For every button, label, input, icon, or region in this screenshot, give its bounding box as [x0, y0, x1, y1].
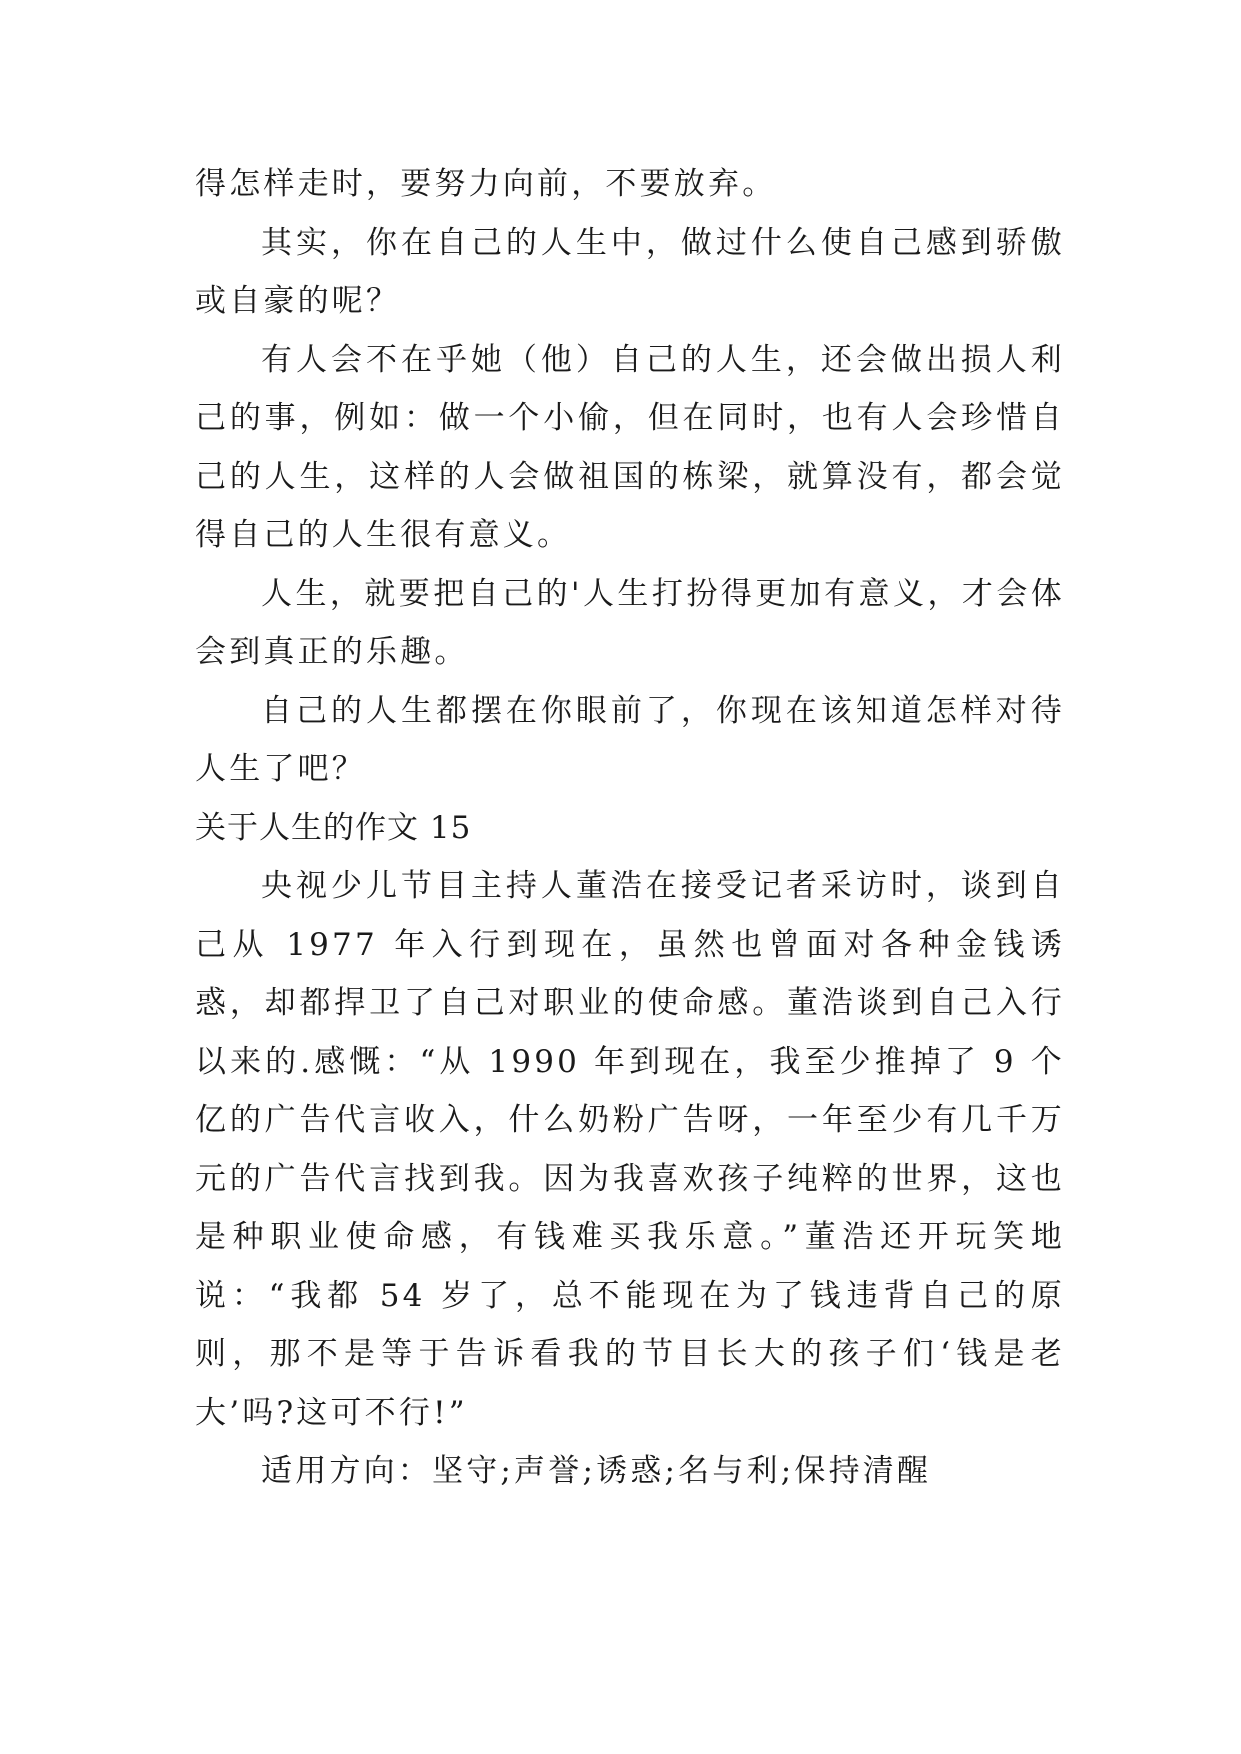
paragraph: 得怎样走时，要努力向前，不要放弃。 — [195, 166, 777, 202]
paragraph: 自己的人生都摆在你眼前了，你现在该知道怎样对待人生了吧？ — [195, 692, 1065, 787]
document-body — [195, 155, 1065, 1501]
paragraph: 央视少儿节目主持人董浩在接受记者采访时，谈到自己从 1977 年入行到现在，虽然也曾面对各种金钱诱惑，却都捍卫了自己对职业的使命感。董浩谈到自己入行以来的.感慨：“从 1990 年到现在，我至少推掉了 9 个亿的广告代言收入，什么奶粉广告呀，一年至少有几千万元的广告代言找到我。因为我喜欢孩子纯粹的世界，这也是种职业使命感，有钱难买我乐意。”董浩还开玩笑地说：“我都 54 岁了，总不能现在为了钱违背自己的原则，那不是等于告诉看我的节目长大的孩子们‘钱是老大’吗?这可不行!” — [195, 868, 1065, 1431]
paragraph: 其实，你在自己的人生中，做过什么使自己感到骄傲或自豪的呢？ — [195, 224, 1065, 319]
paragraph: 有人会不在乎她（他）自己的人生，还会做出损人利己的事，例如：做一个小偷，但在同时，也有人会珍惜自己的人生，这样的人会做祖国的栋梁，就算没有，都会觉得自己的人生很有意义。 — [195, 341, 1065, 553]
paragraph: 适用方向：坚守;声誉;诱惑;名与利;保持清醒 — [261, 1453, 932, 1489]
section-heading: 关于人生的作文 15 — [195, 809, 472, 846]
paragraph: 人生，就要把自己的'人生打扮得更加有意义，才会体会到真正的乐趣。 — [195, 575, 1065, 670]
